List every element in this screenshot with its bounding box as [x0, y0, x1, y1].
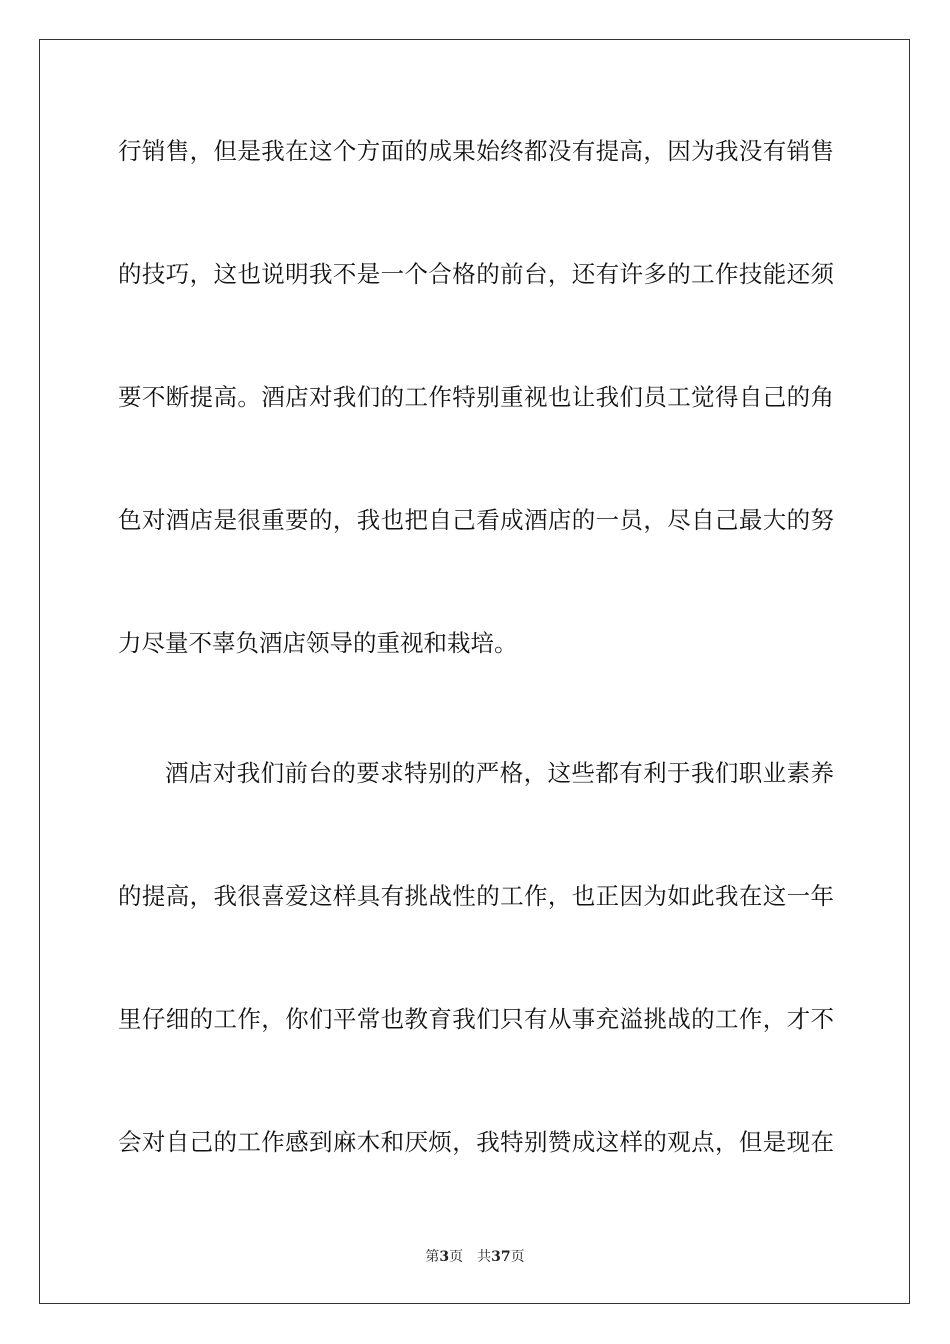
page-border: [39, 39, 910, 1304]
page-suffix: 页: [449, 1249, 464, 1265]
text-line: 要不断提高。酒店对我们的工作特别重视也让我们员工觉得自己的角: [118, 383, 834, 411]
text-line: 色对酒店是很重要的，我也把自己看成酒店的一员，尽自己最大的努: [118, 506, 834, 534]
total-suffix: 页: [510, 1249, 525, 1265]
text-line: 的技巧，这也说明我不是一个合格的前台，还有许多的工作技能还须: [118, 260, 834, 288]
page-number: 3: [439, 1249, 450, 1265]
text-line: 会对自己的工作感到麻木和厌烦，我特别赞成这样的观点，但是现在: [118, 1128, 834, 1156]
total-prefix: 共: [477, 1249, 492, 1265]
total-pages: 37: [491, 1249, 511, 1265]
page-prefix: 第: [425, 1249, 440, 1265]
page-footer: [0, 1247, 950, 1267]
text-line: 酒店对我们前台的要求特别的严格，这些都有利于我们职业素养: [165, 759, 834, 787]
text-line: 的提高，我很喜爱这样具有挑战性的工作，也正因为如此我在这一年: [118, 882, 834, 910]
text-line: 力尽量不辜负酒店领导的重视和栽培。: [118, 629, 518, 657]
text-line: 里仔细的工作，你们平常也教育我们只有从事充溢挑战的工作，才不: [118, 1005, 834, 1033]
text-line: 行销售，但是我在这个方面的成果始终都没有提高，因为我没有销售: [118, 137, 834, 165]
